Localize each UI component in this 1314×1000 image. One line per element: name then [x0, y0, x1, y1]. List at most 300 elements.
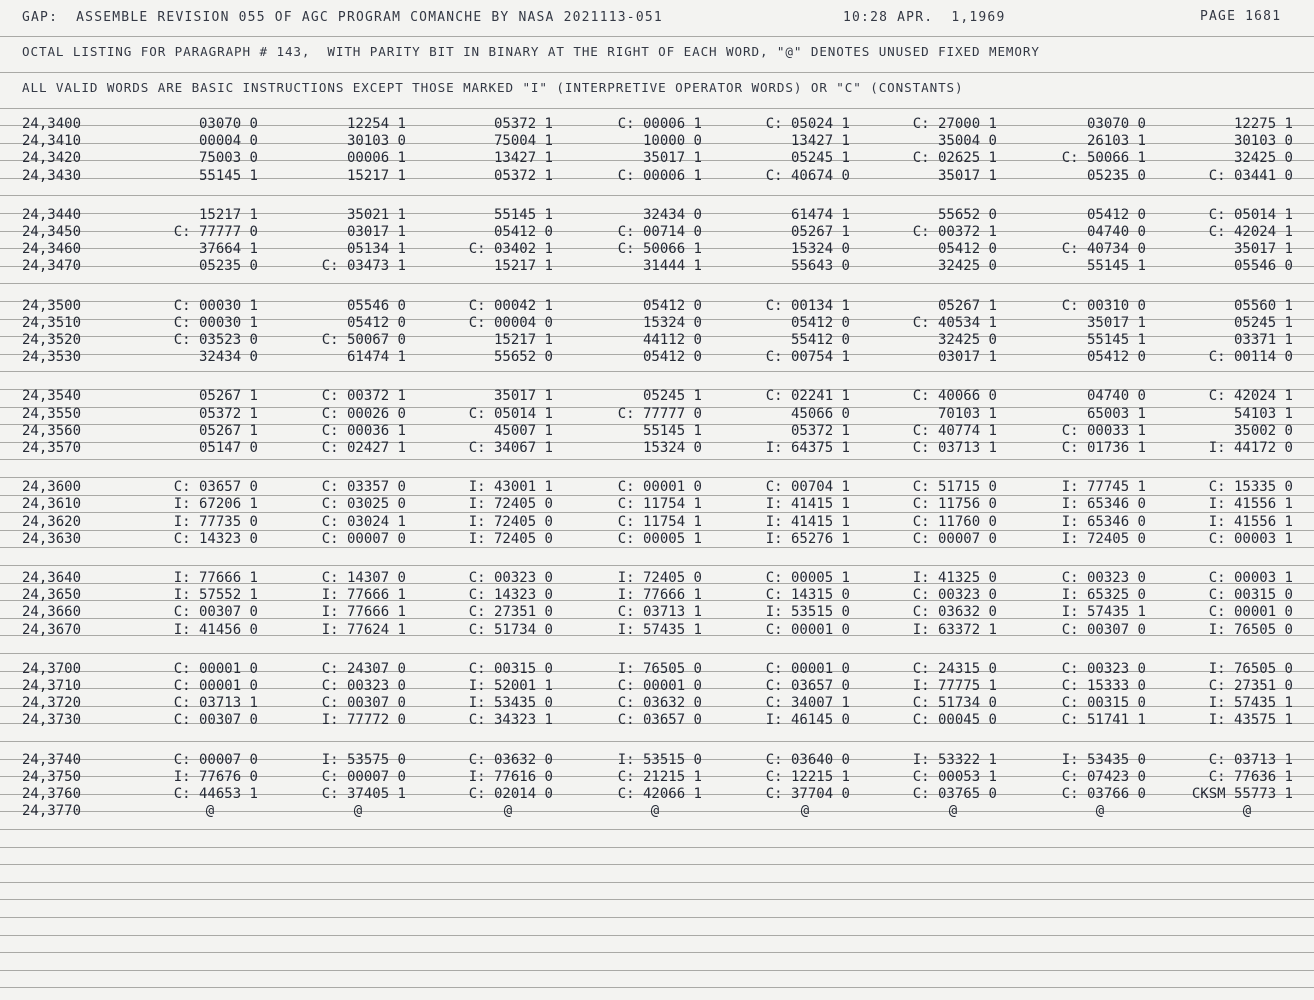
octal-word: 15217 1 [493, 332, 553, 348]
octal-word: C: 40534 1 [912, 314, 997, 331]
row-address: 24,3570 [22, 440, 82, 456]
octal-word: C: 00114 0 [1208, 349, 1293, 366]
listing-timestamp: 10:28 APR. 1,1969 [843, 10, 1006, 25]
row-address: 24,3420 [22, 150, 82, 167]
ruled-line [0, 899, 1314, 900]
octal-word: 15324 0 [642, 314, 702, 331]
octal-word: 55145 1 [1086, 332, 1146, 348]
octal-word: 61474 1 [790, 206, 850, 223]
octal-word: 05372 1 [790, 422, 850, 439]
octal-word: 35017 1 [493, 388, 553, 405]
octal-word: 45066 0 [790, 405, 850, 422]
row-address: 24,3620 [22, 513, 82, 530]
octal-word: 65003 1 [1086, 405, 1146, 422]
octal-word: 35017 1 [937, 167, 997, 184]
octal-word: C: 40774 1 [912, 422, 997, 439]
octal-word: C: 00030 1 [173, 314, 258, 331]
ruled-line [0, 547, 1314, 548]
octal-word: 04740 0 [1086, 224, 1146, 240]
octal-word: C: 05014 1 [1208, 206, 1293, 223]
octal-word: 32425 0 [937, 332, 997, 348]
octal-word: C: 00372 1 [321, 388, 406, 405]
octal-word: C: 00001 0 [617, 678, 702, 694]
octal-word: I: 77745 1 [1061, 479, 1146, 496]
octal-word: 15217 1 [493, 258, 553, 275]
octal-word: C: 14323 0 [468, 587, 553, 604]
octal-word: I: 76505 0 [1208, 621, 1293, 638]
octal-word: C: 00003 1 [1208, 570, 1293, 586]
octal-word: C: 51734 0 [912, 695, 997, 712]
row-address: 24,3640 [22, 570, 82, 586]
octal-word: C: 00006 1 [617, 116, 702, 132]
row-address: 24,3740 [22, 751, 82, 768]
octal-word: I: 65346 0 [1061, 496, 1146, 513]
octal-word: I: 41556 1 [1208, 496, 1293, 513]
octal-word: I: 53322 1 [912, 751, 997, 768]
octal-word: C: 00006 1 [617, 167, 702, 184]
octal-word: 12275 1 [1233, 116, 1293, 132]
unused-memory-marker: @ [205, 803, 215, 820]
octal-word: C: 00307 0 [321, 695, 406, 712]
octal-word: C: 03657 0 [617, 712, 702, 729]
octal-word: 35017 1 [642, 150, 702, 167]
ruled-line [0, 987, 1314, 988]
octal-word: 15324 0 [642, 440, 702, 456]
ruled-line [0, 935, 1314, 936]
octal-word: C: 11756 0 [912, 496, 997, 513]
octal-word: 04740 0 [1086, 388, 1146, 405]
octal-word: 05412 0 [1086, 206, 1146, 223]
octal-word: 05546 0 [1233, 258, 1293, 275]
octal-word: C: 00372 1 [912, 224, 997, 240]
octal-word: 05267 1 [790, 224, 850, 240]
octal-word: C: 21215 1 [617, 768, 702, 785]
octal-word: I: 72405 0 [468, 496, 553, 513]
octal-word: C: 27351 0 [1208, 678, 1293, 694]
octal-word: C: 34067 1 [468, 440, 553, 456]
octal-word: 03070 0 [198, 116, 258, 132]
octal-word: 15217 1 [346, 167, 406, 184]
octal-word: C: 00315 0 [1061, 695, 1146, 712]
octal-word: C: 00310 0 [1061, 297, 1146, 314]
ruled-line [0, 952, 1314, 953]
octal-word: 54103 1 [1233, 405, 1293, 422]
ruled-line [0, 829, 1314, 830]
octal-word: 05134 1 [346, 241, 406, 258]
octal-word: 55145 1 [1086, 258, 1146, 275]
octal-word: I: 77676 0 [173, 768, 258, 785]
octal-word: 05412 0 [1086, 349, 1146, 366]
octal-word: C: 00001 0 [173, 678, 258, 694]
octal-word: I: 41456 0 [173, 621, 258, 638]
octal-word: C: 50066 1 [617, 241, 702, 258]
octal-word: C: 42024 1 [1208, 388, 1293, 405]
row-address: 24,3630 [22, 530, 82, 547]
octal-word: I: 52001 1 [468, 678, 553, 694]
octal-word: C: 03713 1 [1208, 751, 1293, 768]
octal-word: C: 00323 0 [1061, 570, 1146, 586]
octal-word: C: 42066 1 [617, 786, 702, 802]
ruled-line [0, 565, 1314, 566]
octal-word: C: 00001 0 [765, 660, 850, 677]
unused-memory-marker: @ [353, 803, 363, 820]
octal-word: C: 51734 0 [468, 621, 553, 638]
row-address: 24,3450 [22, 224, 82, 240]
octal-word: C: 03713 1 [912, 440, 997, 456]
octal-word: I: 72405 0 [468, 513, 553, 530]
octal-word: 32434 0 [642, 206, 702, 223]
octal-word: 05372 1 [493, 116, 553, 132]
octal-word: I: 77772 0 [321, 712, 406, 729]
octal-word: C: 42024 1 [1208, 224, 1293, 240]
row-address: 24,3530 [22, 349, 82, 366]
octal-word: 55145 1 [642, 422, 702, 439]
octal-word: 05412 0 [642, 349, 702, 366]
octal-word: C: 24315 0 [912, 660, 997, 677]
ruled-line [0, 72, 1314, 73]
octal-word: C: 00001 0 [617, 479, 702, 496]
octal-word: 35017 1 [1233, 241, 1293, 258]
row-address: 24,3520 [22, 332, 82, 348]
octal-word: I: 53515 0 [617, 751, 702, 768]
octal-word: 37664 1 [198, 241, 258, 258]
octal-word: I: 72405 0 [468, 530, 553, 547]
octal-word: 05267 1 [937, 297, 997, 314]
row-address: 24,3460 [22, 241, 82, 258]
octal-word: 03017 1 [346, 224, 406, 240]
octal-word: C: 40066 0 [912, 388, 997, 405]
listing-subtitle: OCTAL LISTING FOR PARAGRAPH # 143, WITH PARITY BIT IN BINARY AT THE RIGHT OF EACH WORD, "@" DENOTES UNUSED FIXED MEMORY [22, 44, 1040, 59]
octal-word: 05372 1 [493, 167, 553, 184]
row-address: 24,3770 [22, 803, 82, 820]
octal-word: I: 57552 1 [173, 587, 258, 604]
octal-word: C: 27000 1 [912, 116, 997, 132]
octal-word: C: 00323 0 [912, 587, 997, 604]
octal-word: I: 77666 1 [173, 570, 258, 586]
octal-word: C: 77636 1 [1208, 768, 1293, 785]
octal-word: 30103 0 [346, 133, 406, 150]
octal-word: I: 53435 0 [1061, 751, 1146, 768]
unused-memory-marker: @ [948, 803, 958, 820]
octal-word: I: 76505 0 [1208, 660, 1293, 677]
octal-word: C: 00053 1 [912, 768, 997, 785]
octal-word: 55412 0 [790, 332, 850, 348]
octal-word: 13427 1 [790, 133, 850, 150]
ruled-line [0, 195, 1314, 196]
octal-word: C: 00033 1 [1061, 422, 1146, 439]
octal-word: 05372 1 [198, 405, 258, 422]
octal-word: I: 65346 0 [1061, 513, 1146, 530]
octal-word: C: 03713 1 [617, 604, 702, 621]
octal-word: C: 14323 0 [173, 530, 258, 547]
octal-word: C: 50066 1 [1061, 150, 1146, 167]
octal-word: C: 03024 1 [321, 513, 406, 530]
octal-word: 10000 0 [642, 133, 702, 150]
row-address: 24,3750 [22, 768, 82, 785]
octal-word: C: 00036 1 [321, 422, 406, 439]
octal-word: C: 03025 0 [321, 496, 406, 513]
octal-word: C: 27351 0 [468, 604, 553, 621]
octal-word: C: 03640 0 [765, 751, 850, 768]
octal-word: C: 00704 1 [765, 479, 850, 496]
octal-word: 15324 0 [790, 241, 850, 258]
octal-word: 05245 1 [790, 150, 850, 167]
octal-word: I: 72405 0 [1061, 530, 1146, 547]
ruled-line [0, 653, 1314, 654]
octal-word: I: 44172 0 [1208, 440, 1293, 456]
octal-word: C: 03713 1 [173, 695, 258, 712]
row-address: 24,3470 [22, 258, 82, 275]
row-address: 24,3760 [22, 786, 82, 802]
octal-word: I: 41556 1 [1208, 513, 1293, 530]
octal-word: I: 64375 1 [765, 440, 850, 456]
octal-word: 00006 1 [346, 150, 406, 167]
listing-title: GAP: ASSEMBLE REVISION 055 OF AGC PROGRAM COMANCHE BY NASA 2021113-051 [22, 10, 663, 25]
row-address: 24,3430 [22, 167, 82, 184]
octal-word: I: 46145 0 [765, 712, 850, 729]
octal-word: 05235 0 [198, 258, 258, 275]
octal-word: 30103 0 [1233, 133, 1293, 150]
octal-word: C: 02241 1 [765, 388, 850, 405]
octal-word: CKSM 55773 1 [1191, 786, 1293, 802]
octal-word: 55145 1 [493, 206, 553, 223]
row-address: 24,3660 [22, 604, 82, 621]
row-address: 24,3440 [22, 206, 82, 223]
octal-word: C: 00307 0 [173, 712, 258, 729]
octal-word: C: 00307 0 [173, 604, 258, 621]
octal-word: C: 00004 0 [468, 314, 553, 331]
octal-word: C: 00007 0 [912, 530, 997, 547]
octal-word: C: 05014 1 [468, 405, 553, 422]
octal-word: C: 00003 1 [1208, 530, 1293, 547]
unused-memory-marker: @ [1095, 803, 1105, 820]
octal-word: C: 50067 0 [321, 332, 406, 348]
octal-word: I: 53575 0 [321, 751, 406, 768]
octal-word: 75003 0 [198, 150, 258, 167]
octal-word: C: 00323 0 [1061, 660, 1146, 677]
octal-word: 55145 1 [198, 167, 258, 184]
octal-word: 05412 0 [642, 297, 702, 314]
octal-word: C: 07423 0 [1061, 768, 1146, 785]
ruled-line [0, 917, 1314, 918]
octal-word: C: 00005 1 [617, 530, 702, 547]
octal-word: 13427 1 [493, 150, 553, 167]
octal-word: 35021 1 [346, 206, 406, 223]
octal-word: C: 03441 0 [1208, 167, 1293, 184]
octal-word: C: 11760 0 [912, 513, 997, 530]
octal-word: C: 03473 1 [321, 258, 406, 275]
row-address: 24,3400 [22, 116, 82, 132]
octal-word: C: 00042 1 [468, 297, 553, 314]
octal-word: 05267 1 [198, 388, 258, 405]
octal-word: I: 77735 0 [173, 513, 258, 530]
octal-word: C: 03632 0 [468, 751, 553, 768]
octal-word: 32425 0 [937, 258, 997, 275]
row-address: 24,3730 [22, 712, 82, 729]
ruled-line [0, 847, 1314, 848]
ruled-line [0, 741, 1314, 742]
ruled-line [0, 108, 1314, 109]
octal-word: 35004 0 [937, 133, 997, 150]
octal-word: 00004 0 [198, 133, 258, 150]
octal-word: I: 41415 1 [765, 496, 850, 513]
ruled-line [0, 283, 1314, 284]
octal-word: I: 77666 1 [617, 587, 702, 604]
octal-word: 05147 0 [198, 440, 258, 456]
octal-word: C: 51741 1 [1061, 712, 1146, 729]
octal-word: 05412 0 [790, 314, 850, 331]
octal-word: C: 03357 0 [321, 479, 406, 496]
octal-word: C: 00045 0 [912, 712, 997, 729]
octal-word: C: 03632 0 [912, 604, 997, 621]
octal-word: 70103 1 [937, 405, 997, 422]
octal-word: C: 02427 1 [321, 440, 406, 456]
octal-word: 03371 1 [1233, 332, 1293, 348]
row-address: 24,3720 [22, 695, 82, 712]
unused-memory-marker: @ [800, 803, 810, 820]
octal-word: 05560 1 [1233, 297, 1293, 314]
unused-memory-marker: @ [1242, 803, 1252, 820]
octal-word: C: 03402 1 [468, 241, 553, 258]
octal-word: C: 02625 1 [912, 150, 997, 167]
octal-word: C: 15335 0 [1208, 479, 1293, 496]
octal-word: C: 03765 0 [912, 786, 997, 802]
octal-word: 15217 1 [198, 206, 258, 223]
octal-word: C: 00007 0 [321, 768, 406, 785]
ruled-line [0, 864, 1314, 865]
octal-word: 05245 1 [1233, 314, 1293, 331]
octal-word: C: 37405 1 [321, 786, 406, 802]
octal-word: 55643 0 [790, 258, 850, 275]
octal-word: C: 34007 1 [765, 695, 850, 712]
octal-word: I: 77624 1 [321, 621, 406, 638]
row-address: 24,3670 [22, 621, 82, 638]
octal-word: 55652 0 [937, 206, 997, 223]
octal-word: 03070 0 [1086, 116, 1146, 132]
octal-word: C: 00005 1 [765, 570, 850, 586]
octal-word: C: 00026 0 [321, 405, 406, 422]
octal-word: 26103 1 [1086, 133, 1146, 150]
octal-word: C: 44653 1 [173, 786, 258, 802]
octal-word: I: 65276 1 [765, 530, 850, 547]
octal-word: C: 00001 0 [173, 660, 258, 677]
octal-word: C: 00315 0 [1208, 587, 1293, 604]
octal-word: C: 00323 0 [321, 678, 406, 694]
octal-word: C: 14315 0 [765, 587, 850, 604]
row-address: 24,3500 [22, 297, 82, 314]
octal-word: 45007 1 [493, 422, 553, 439]
ruled-line [0, 970, 1314, 971]
octal-word: 05412 0 [346, 314, 406, 331]
octal-word: 05412 0 [493, 224, 553, 240]
row-address: 24,3710 [22, 678, 82, 694]
octal-word: C: 12215 1 [765, 768, 850, 785]
octal-word: C: 00007 0 [173, 751, 258, 768]
row-address: 24,3610 [22, 496, 82, 513]
ruled-line [0, 459, 1314, 460]
octal-word: 32425 0 [1233, 150, 1293, 167]
octal-word: 12254 1 [346, 116, 406, 132]
row-address: 24,3540 [22, 388, 82, 405]
octal-word: I: 77666 1 [321, 604, 406, 621]
octal-word: I: 53515 0 [765, 604, 850, 621]
octal-word: 44112 0 [642, 332, 702, 348]
octal-word: C: 00323 0 [468, 570, 553, 586]
octal-word: C: 24307 0 [321, 660, 406, 677]
octal-word: C: 00007 0 [321, 530, 406, 547]
octal-word: 05546 0 [346, 297, 406, 314]
octal-word: I: 43001 1 [468, 479, 553, 496]
octal-word: I: 72405 0 [617, 570, 702, 586]
octal-word: C: 00714 0 [617, 224, 702, 240]
octal-word: C: 00315 0 [468, 660, 553, 677]
row-address: 24,3600 [22, 479, 82, 496]
octal-word: C: 77777 0 [173, 224, 258, 240]
octal-word: 05412 0 [937, 241, 997, 258]
octal-word: I: 77775 1 [912, 678, 997, 694]
octal-word: I: 67206 1 [173, 496, 258, 513]
octal-word: C: 14307 0 [321, 570, 406, 586]
octal-word: I: 63372 1 [912, 621, 997, 638]
ruled-line [0, 882, 1314, 883]
octal-word: C: 00754 1 [765, 349, 850, 366]
octal-word: I: 65325 0 [1061, 587, 1146, 604]
octal-word: 31444 1 [642, 258, 702, 275]
octal-word: C: 00001 0 [1208, 604, 1293, 621]
octal-word: C: 51715 0 [912, 479, 997, 496]
octal-word: 35017 1 [1086, 314, 1146, 331]
row-address: 24,3510 [22, 314, 82, 331]
octal-word: C: 00307 0 [1061, 621, 1146, 638]
octal-word: C: 03657 0 [765, 678, 850, 694]
octal-word: 03017 1 [937, 349, 997, 366]
octal-word: I: 41325 0 [912, 570, 997, 586]
octal-word: 35002 0 [1233, 422, 1293, 439]
octal-word: 32434 0 [198, 349, 258, 366]
octal-word: 05267 1 [198, 422, 258, 439]
octal-word: C: 00134 1 [765, 297, 850, 314]
octal-word: I: 57435 1 [1208, 695, 1293, 712]
ruled-line [0, 36, 1314, 37]
octal-word: I: 57435 1 [1061, 604, 1146, 621]
octal-word: C: 34323 1 [468, 712, 553, 729]
octal-word: I: 57435 1 [617, 621, 702, 638]
ruled-line [0, 477, 1314, 478]
octal-word: C: 15333 0 [1061, 678, 1146, 694]
listing-note: ALL VALID WORDS ARE BASIC INSTRUCTIONS EXCEPT THOSE MARKED "I" (INTERPRETIVE OPERATOR WORDS) OR "C" (CONSTANTS) [22, 80, 964, 95]
octal-word: 05235 0 [1086, 167, 1146, 184]
octal-word: C: 03766 0 [1061, 786, 1146, 802]
row-address: 24,3700 [22, 660, 82, 677]
row-address: 24,3560 [22, 422, 82, 439]
octal-word: C: 11754 1 [617, 496, 702, 513]
octal-word: 61474 1 [346, 349, 406, 366]
octal-word: 75004 1 [493, 133, 553, 150]
octal-word: C: 03632 0 [617, 695, 702, 712]
ruled-line [0, 371, 1314, 372]
octal-word: I: 41415 1 [765, 513, 850, 530]
octal-word: I: 77666 1 [321, 587, 406, 604]
unused-memory-marker: @ [503, 803, 513, 820]
row-address: 24,3650 [22, 587, 82, 604]
octal-word: C: 00030 1 [173, 297, 258, 314]
octal-word: 55652 0 [493, 349, 553, 366]
octal-word: I: 76505 0 [617, 660, 702, 677]
octal-word: C: 01736 1 [1061, 440, 1146, 456]
octal-word: C: 02014 0 [468, 786, 553, 802]
page-number: PAGE 1681 [1200, 9, 1282, 24]
octal-word: C: 03657 0 [173, 479, 258, 496]
